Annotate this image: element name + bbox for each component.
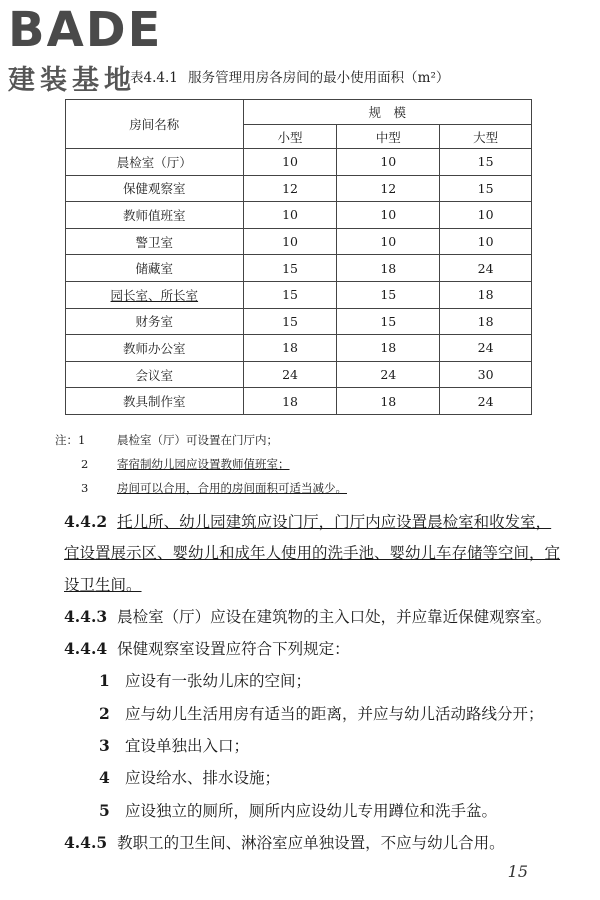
cell-large: 18 [440,281,532,308]
list-item [64,698,564,730]
item-number: 5 [99,800,110,820]
cell-room: 储藏室 [66,255,244,282]
logo-brand: BADE [8,2,163,58]
cell-medium: 15 [337,281,440,308]
table-row [66,361,532,388]
cell-room: 会议室 [66,361,244,388]
cell-medium: 18 [337,335,440,362]
table-row [66,388,532,415]
clause-text: 托儿所、幼儿园建筑应设门厅，门厅内应设置晨检室和收发室，宜设置展示区、婴幼儿和成年人使用的洗手池、婴幼儿车存储等空间，宜设卫生间。 [64,513,561,594]
cell-room: 教师办公室 [66,335,244,362]
item-text: 应设有一张幼儿床的空间； [125,672,312,691]
page-number: 15 [507,862,528,881]
cell-large: 24 [440,388,532,415]
cell-large: 18 [440,308,532,335]
clause-4-4-5 [64,827,564,859]
header-scale: 规 模 [243,100,531,125]
table-row [66,308,532,335]
header-small: 小型 [243,125,337,149]
clause-number: 4.4.2 [64,512,108,531]
note-text: 房间可以合用，合用的房间面积可适当减少。 [117,481,347,495]
cell-small: 24 [243,361,337,388]
cell-small: 12 [243,175,337,202]
header-medium: 中型 [337,125,440,149]
table-row [66,175,532,202]
cell-large: 24 [440,255,532,282]
cell-large: 15 [440,175,532,202]
cell-large: 15 [440,149,532,176]
cell-small: 15 [243,255,337,282]
note-text: 晨检室（厅）可设置在门厅内； [117,433,278,447]
clause-number: 4.4.5 [64,832,108,852]
list-item [64,730,564,762]
table-row [66,335,532,362]
note-prefix: 注：1 [55,433,86,447]
cell-medium: 15 [337,308,440,335]
cell-small: 15 [243,281,337,308]
item-number: 3 [99,736,110,756]
cell-large: 10 [440,202,532,229]
note-text: 寄宿制幼儿园应设置教师值班室； [117,457,290,471]
table-row [66,255,532,282]
clause-4-4-3 [64,601,564,633]
cell-room: 教师值班室 [66,202,244,229]
cell-large: 10 [440,228,532,255]
room-area-table [65,99,532,415]
cell-medium: 18 [337,255,440,282]
cell-large: 30 [440,361,532,388]
cell-small: 10 [243,149,337,176]
cell-small: 18 [243,335,337,362]
clause-text: 教职工的卫生间、淋浴室应单独设置，不应与幼儿合用。 [117,833,505,852]
cell-room: 警卫室 [66,228,244,255]
clause-number: 4.4.3 [64,606,108,626]
cell-medium: 10 [337,228,440,255]
clause-number: 4.4.4 [64,639,108,659]
item-text: 应设给水、排水设施； [125,769,281,788]
clause-4-4-2 [64,506,564,601]
table-caption-title: 服务管理用房各房间的最小使用面积（m²） [188,70,450,86]
table-row [66,281,532,308]
cell-room: 保健观察室 [66,175,244,202]
cell-small: 15 [243,308,337,335]
item-text: 宜设单独出入口； [125,737,250,756]
table-row [66,202,532,229]
item-number: 2 [99,703,110,723]
clause-4-4-4 [64,633,564,665]
cell-large: 24 [440,335,532,362]
item-number: 4 [99,768,110,788]
cell-small: 10 [243,202,337,229]
table-caption-number: 表4.4.1 [130,70,178,86]
item-number: 1 [99,671,110,691]
item-text: 应设独立的厕所，厕所内应设幼儿专用蹲位和洗手盆。 [125,801,498,820]
table-notes [55,428,555,500]
note-item [55,452,555,476]
note-item [55,476,555,500]
cell-medium: 10 [337,149,440,176]
header-large: 大型 [440,125,532,149]
header-room-name: 房间名称 [66,100,244,149]
note-item [55,428,555,452]
list-item [64,795,564,827]
list-item [64,665,564,697]
table-row [66,228,532,255]
item-text: 应与幼儿生活用房有适当的距离，并应与幼儿活动路线分开； [125,704,544,723]
clause-text: 晨检室（厅）应设在建筑物的主入口处，并应靠近保健观察室。 [117,607,552,626]
cell-room: 园长室、所长室 [66,281,244,308]
cell-small: 18 [243,388,337,415]
note-number: 2 [81,457,89,471]
list-item [64,762,564,794]
cell-small: 10 [243,228,337,255]
cell-medium: 10 [337,202,440,229]
logo-tagline: 建装基地 [8,65,136,96]
cell-room: 教具制作室 [66,388,244,415]
cell-medium: 18 [337,388,440,415]
cell-medium: 24 [337,361,440,388]
table-row [66,149,532,176]
clause-body [64,506,564,859]
cell-room: 财务室 [66,308,244,335]
cell-medium: 12 [337,175,440,202]
clause-text: 保健观察室设置应符合下列规定： [117,640,350,659]
table-caption [130,66,570,86]
note-number: 3 [81,481,89,495]
cell-room: 晨检室（厅） [66,149,244,176]
